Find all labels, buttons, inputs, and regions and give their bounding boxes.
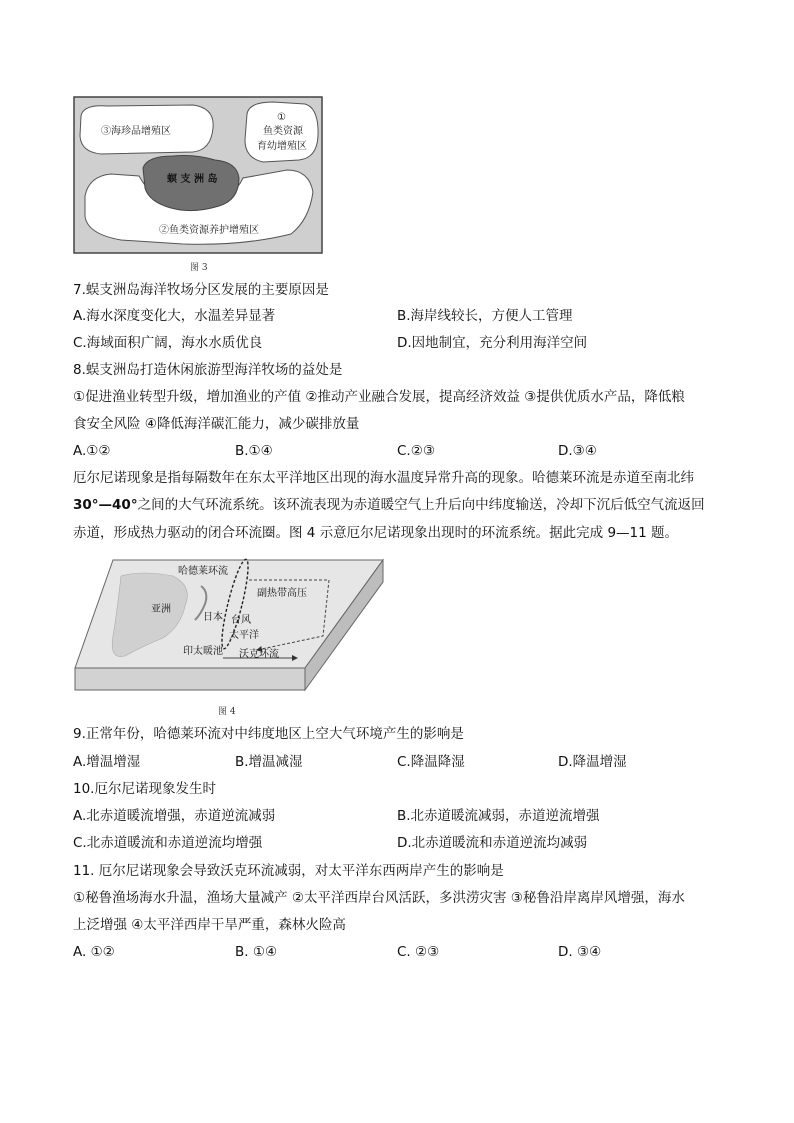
q7-stem: 7.蜈支洲岛海洋牧场分区发展的主要原因是 [73, 282, 329, 298]
intro-line1: 厄尔尼诺现象是指每隔数年在东太平洋地区出现的海水温度异常升高的现象。哈德莱环流是赤道至南北纬 [73, 470, 694, 486]
q11-statements-line1: ①秘鲁渔场海水升温，渔场大量减产 ②太平洋西岸台风活跃，多洪涝灾害 ③秘鲁沿岸离岸风增强，海水 [73, 890, 685, 906]
figure-4-caption: 图 4 [218, 707, 236, 717]
label-japan: 日本 [203, 612, 223, 623]
zone1-label-line2: 育幼增殖区 [257, 141, 307, 152]
q7-option-c: C.海域面积广阔，海水水质优良 [73, 335, 263, 351]
q8-statements-line2: 食安全风险 ④降低海洋碳汇能力，减少碳排放量 [73, 416, 360, 432]
figure-3-caption: 图 3 [190, 263, 208, 273]
q7-option-b: B.海岸线较长，方便人工管理 [397, 308, 573, 324]
island-label: 螟 支 洲 岛 [167, 174, 218, 185]
label-subtropical-high: 副热带高压 [257, 588, 307, 599]
figure-3-map [73, 96, 323, 254]
q10-option-d: D.北赤道暖流和赤道逆流均减弱 [397, 835, 588, 851]
label-walker: 沃克环流 [239, 649, 279, 660]
label-pacific: 太平洋 [229, 630, 259, 641]
q8-stem: 8.蜈支洲岛打造休闲旅游型海洋牧场的益处是 [73, 362, 343, 378]
q11-option-c: C. ②③ [397, 944, 440, 960]
label-typhoon: 台风 [231, 615, 251, 626]
q8-option-d: D.③④ [558, 443, 597, 459]
q9-option-b: B.增温减湿 [235, 754, 303, 770]
q10-option-b: B.北赤道暖流减弱，赤道逆流增强 [397, 808, 600, 824]
zone1-label-line1: 鱼类资源 [263, 126, 303, 137]
q7-option-a: A.海水深度变化大，水温差异显著 [73, 308, 276, 324]
q8-statements-line1: ①促进渔业转型升级，增加渔业的产值 ②推动产业融合发展，提高经济效益 ③提供优质水产品，降低粮 [73, 389, 685, 405]
q8-option-a: A.①② [73, 443, 111, 459]
q10-option-a: A.北赤道暖流增强，赤道逆流减弱 [73, 808, 276, 824]
intro-line2 [73, 495, 705, 515]
q9-stem: 9.正常年份，哈德莱环流对中纬度地区上空大气环境产生的影响是 [73, 726, 464, 742]
q11-option-b: B. ①④ [235, 944, 278, 960]
q10-option-c: C.北赤道暖流和赤道逆流均增强 [73, 835, 263, 851]
q11-statements-line2: 上泛增强 ④太平洋西岸干旱严重，森林火险高 [73, 917, 346, 933]
q10-stem: 10.厄尔尼诺现象发生时 [73, 781, 216, 797]
q11-option-d: D. ③④ [558, 944, 602, 960]
q8-option-b: B.①④ [235, 443, 273, 459]
q11-option-a: A. ①② [73, 944, 115, 960]
q9-option-c: C.降温降湿 [397, 754, 465, 770]
label-asia: 亚洲 [151, 604, 171, 615]
label-hadley: 哈德莱环流 [178, 566, 228, 577]
q8-option-c: C.②③ [397, 443, 435, 459]
intro-line3: 赤道，形成热力驱动的闭合环流圈。图 4 示意厄尔尼诺现象出现时的环流系统。据此完成 9—11 题。 [73, 525, 679, 541]
zone2-label: ②鱼类资源养护增殖区 [159, 225, 259, 236]
zone3-label: ③海珍品增殖区 [101, 126, 171, 137]
zone1-number: ① [277, 112, 286, 123]
q9-option-d: D.降温增湿 [558, 754, 627, 770]
q7-option-d: D.因地制宜，充分利用海洋空间 [397, 335, 588, 351]
q9-option-a: A.增温增湿 [73, 754, 141, 770]
q11-stem: 11. 厄尔尼诺现象会导致沃克环流减弱，对太平洋东西两岸产生的影响是 [73, 863, 504, 879]
label-warm-pool: 印太暖池 [183, 646, 223, 657]
figure-4-diagram [73, 556, 385, 692]
ocean-front-face [75, 668, 305, 690]
intro-line2-text: 之间的大气环流系统。该环流表现为赤道暖空气上升后向中纬度输送，冷却下沉后低空气流返回 [137, 497, 705, 513]
latitude-range: 30°—40° [73, 497, 138, 513]
